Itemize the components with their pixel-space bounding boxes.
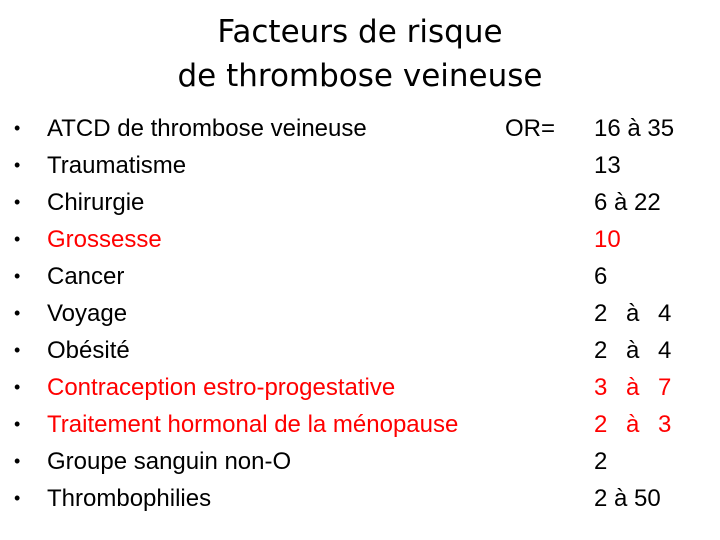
risk-factor-label: Contraception estro-progestative <box>47 374 396 401</box>
risk-factor-label: Cancer <box>47 263 125 290</box>
risk-factor-label: Thrombophilies <box>47 485 212 512</box>
odds-ratio-value: 3 à 7 <box>594 374 678 401</box>
risk-factor-row <box>14 147 704 184</box>
risk-factor-row <box>14 406 704 443</box>
risk-factor-row <box>14 480 704 517</box>
odds-ratio-value: 2 à 4 <box>594 337 678 364</box>
risk-factor-label: Voyage <box>47 300 128 327</box>
odds-ratio-value: 10 <box>594 226 621 253</box>
risk-factor-row <box>14 221 704 258</box>
risk-factor-row <box>14 332 704 369</box>
risk-factor-row <box>14 369 704 406</box>
odds-ratio-value: 2 à 3 <box>594 411 678 438</box>
odds-ratio-value: 2 à 4 <box>594 300 678 327</box>
odds-ratio-value: 2 <box>594 448 608 475</box>
risk-factor-label: Groupe sanguin non-O <box>47 448 292 475</box>
risk-factor-row <box>14 295 704 332</box>
odds-ratio-value: 6 à 22 <box>594 189 661 216</box>
bullet-icon: • <box>14 451 21 471</box>
risk-factor-label: Chirurgie <box>47 189 145 216</box>
risk-factor-label: ATCD de thrombose veineuse <box>47 115 367 142</box>
odds-ratio-value: 16 à 35 <box>594 115 675 142</box>
title-line-1: Facteurs de risque <box>217 14 503 50</box>
or-label: OR= <box>505 115 556 142</box>
bullet-icon: • <box>14 266 21 286</box>
bullet-icon: • <box>14 340 21 360</box>
risk-factor-label: Traitement hormonal de la ménopause <box>47 411 459 438</box>
bullet-icon: • <box>14 192 21 212</box>
bullet-icon: • <box>14 414 21 434</box>
risk-factor-label: Obésité <box>47 337 130 364</box>
bullet-icon: • <box>14 303 21 323</box>
bullet-icon: • <box>14 488 21 508</box>
risk-factor-row <box>14 184 704 221</box>
odds-ratio-value: 2 à 50 <box>594 485 661 512</box>
title-line-2: de thrombose veineuse <box>177 58 543 94</box>
risk-factor-list <box>14 110 704 517</box>
risk-factor-label: Grossesse <box>47 226 162 253</box>
bullet-icon: • <box>14 377 21 397</box>
risk-factor-row <box>14 258 704 295</box>
risk-factor-row <box>14 443 704 480</box>
odds-ratio-value: 13 <box>594 152 621 179</box>
risk-factor-label: Traumatisme <box>47 152 187 179</box>
slide-title <box>0 10 720 98</box>
bullet-icon: • <box>14 229 21 249</box>
odds-ratio-value: 6 <box>594 263 608 290</box>
bullet-icon: • <box>14 155 21 175</box>
risk-factor-row <box>14 110 704 147</box>
bullet-icon: • <box>14 118 21 138</box>
